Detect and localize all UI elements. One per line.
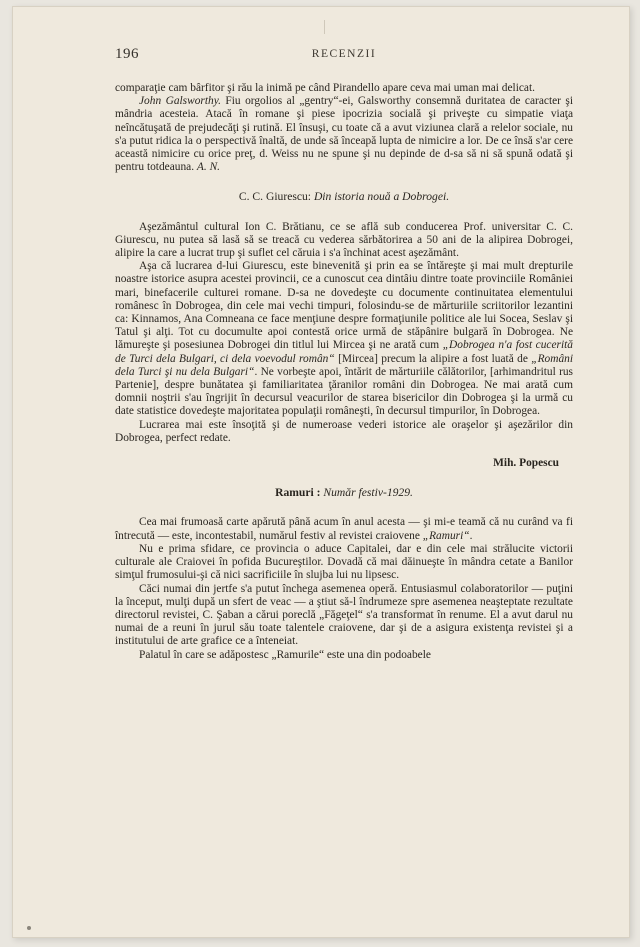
review3-heading-author: Ramuri : [275,486,321,500]
review3-paragraph-2: Nu e prima sfidare, ce provincia o aduce Capitalei, dar e din cele mai strălucite victorii culturale ale Craiovei în pofida Bucureştilor. Dovadă că mai dăinueşte în mândra cetate a Banilor simţul frumosului-şi că nici sacrificiile în slujba lui nu lipsesc. [115,542,573,582]
review3-heading-title: Număr festiv-1929. [323,486,413,500]
review2-paragraph-2-a: Aşa că lucrarea d-lui Giurescu, este binevenită şi prin ea se întăreşte şi mai mult drepturile noastre istorice asupra acestei provincii, ce a cunoscut cea dintâiu dintre toate provinciile României mari, binefacerile culturei romane. D-sa ne dovedeşte cu documente continuitatea elementului românesc în Dobrogea, din cele mai vechi timpuri, folosindu-se de mărturiile scriitorilor lezantini ca: Kinnamos, Ana Comneana ce face menţiune despre formaţiunile politice ale lui Socea, Seslav şi Tatul şi alţi. Tot cu documulte apoi contestă orice urmă de stăpânire bulgară în Dobrogea. Ne lămureşte şi posesiunea Dobrogei din titlul lui Mircea şi ne arată cum [115,260,573,352]
review2-paragraph-2-c: . Ne vorbeşte apoi, întărit de mărturiile călătorilor, [arhimandritul rus Partenie], despre bunătatea şi familiaritatea ţăranilor români din Dobrogea. Ne mai arată cum domnii noştrii s'au îngrijit în decursul veacurilor de starea bisericilor din Dobrogea şi la urmă cu date statistice dovedeşte majoritatea populaţii româneşti, în decursul timpurilor, în Dobrogea. [115,365,573,418]
review3-paragraph-1 [115,516,573,542]
review3-paragraph-1-b: . [469,529,473,542]
review2-heading-title: Din istoria nouă a Dobrogei. [313,190,450,204]
running-head: RECENZII [311,48,377,60]
review3-paragraph-3: Căci numai din jertfe s'a putut închega asemenea operă. Entusiasmul colaboratorilor — puţini la început, mulţi după un sfert de veac — a ştiut să-l îndrumeze spre asemenea neaşteptate rezultate directorul revistei, C. Şaban a cărui poreclă „Făgeţel“ s'a transformat în renume. El a avut darul nu numai de a reuni în jurul său toate talentele craiovene, dar şi de a asigura existenţa revistei şi a institutului de arte grafice ce a înteneiat. [115,582,573,648]
review2-quote-2: „Români dela Turci şi nu dela Bulgari“ [115,352,574,378]
review1-paragraph-2 [115,95,573,174]
review2-paragraph-1: Aşezământul cultural Ion C. Brătianu, ce se află sub conducerea Prof. universitar C. C. Giurescu, nu putea să lasă să se treacă cu vederea sărbătorirea a 50 ani de la alipirea Dobrogei, alipire la care a lucrat trup şi suflet cel căruia i s'a închinat acest aşezământ. [115,220,573,260]
review2-paragraph-2-b: [Mircea] precum la alipire a fost luată de [334,352,532,365]
review2-paragraph-2 [115,260,573,418]
review3-paragraph-1-a: Cea mai frumoasă carte apărută până acum în anul acesta — şi mi-e teamă că nu curând va fi întrecută — este, incontestabil, numărul festiv al revistei craiovene [115,516,573,542]
page-header [115,46,573,64]
page-number: 196 [115,46,139,62]
galsworthy-name: John Galsworthy. [139,95,221,108]
review1-signature: A. N. [196,161,221,174]
review1-paragraph-2-text: Fiu orgolios al „gentry“-ei, Galsworthy consemnă duritatea de caracter şi mândria acesteia. Atacă în romane şi piese ipocrizia socială şi priveşte cu simpatie viaţa neîncătuşată de prejudecăţi şi rutină. El însuşi, cu toate că a avut viziunea clară a relelor sociale, nu s'a putut ridica la o perspectivă înaltă, de unde să înceapă lupta de nimicire a lor. De ce însă s'ar cere această nimicire cu orice preţ, d. Weiss nu ne spune şi nu depinde de d-sa să ni să spună odată şi pentru totdeauna. [115,95,574,174]
review1-paragraph-1: comparaţie cam bârfitor şi rău la inimă pe când Pirandello apare ceva mai uman mai delicat. [115,82,536,94]
review2-quote-1: „Dobrogea n'a fost cucerită de Turci dela Bulgari, ci dela voevodul român“ [115,339,574,365]
review2-signature: Mih. Popescu [493,457,559,470]
scan-dot [27,926,31,930]
document-page [12,6,630,938]
page-content [115,82,573,662]
review3-paragraph-4: Palatul în care se adăpostesc „Ramurile“ este una din podoabele [139,648,431,661]
review3-heading [115,486,573,499]
review2-paragraph-3: Lucrarea mai este însoţită şi de numeroase vederi istorice ale oraşelor şi aşezărilor din Dobrogea, perfect redate. [115,418,573,444]
review2-heading-author: C. C. Giurescu: [238,190,312,204]
review2-heading [115,190,573,203]
ramuri-title: „Ramuri“ [422,529,470,542]
scan-mark [324,20,325,34]
